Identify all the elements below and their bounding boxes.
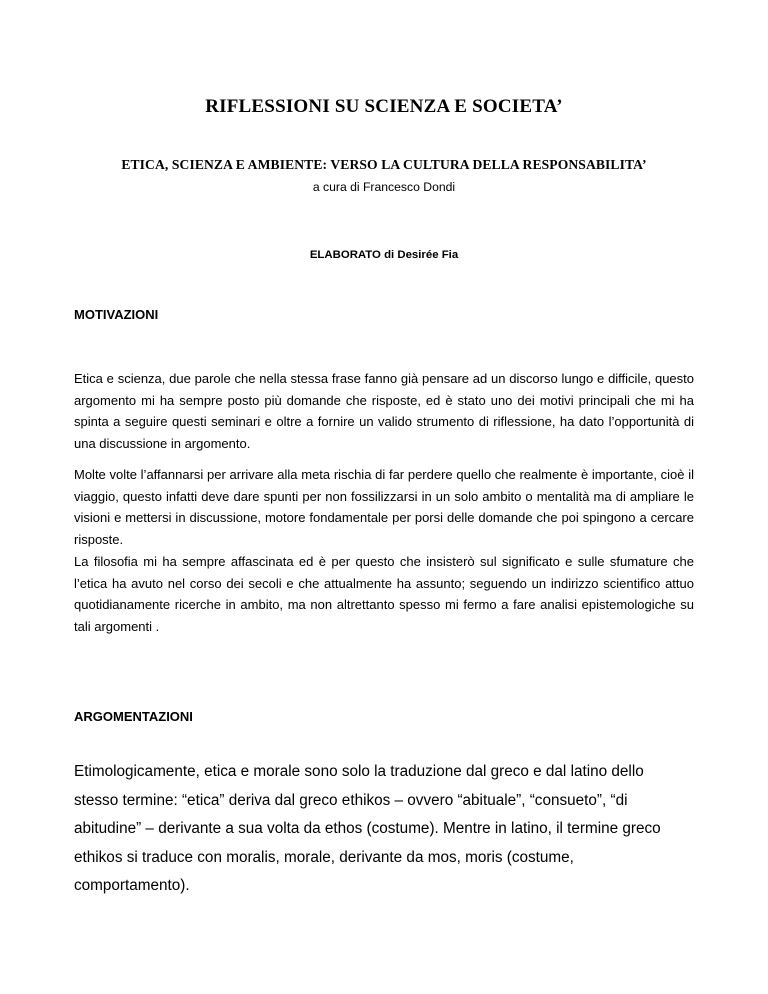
paragraph: Etica e scienza, due parole che nella stessa frase fanno già pensare ad un discorso lungo e difficile, questo argomento mi ha sempre posto più domande che risposte, ed è stato uno dei motivi principali che mi ha spinta a seguire questi seminari e oltre a fornire un valido strumento di riflessione, ha dato l’opportunità di una discussione in argomento. (74, 371, 694, 451)
paragraph: La filosofia mi ha sempre affascinata ed è per questo che insisterò sul significato e sulle sfumature che l’etica ha avuto nel corso dei secoli e che attualmente ha assunto; seguendo un indirizzo scientifico attuo quotidianamente ricerche in ambito, ma non altrettanto spesso mi fermo a fare analisi epistemologiche su tali argomenti . (74, 554, 694, 634)
curator-line: a cura di Francesco Dondi (312, 180, 456, 194)
document-subtitle: ETICA, SCIENZA E AMBIENTE: VERSO LA CULTURA DELLA RESPONSABILITA’ (121, 157, 647, 172)
paragraph: Molte volte l’affannarsi per arrivare alla meta rischia di far perdere quello che realmente è importante, cioè il viaggio, questo infatti deve dare spunti per non fossilizzarsi in un solo ambito o mentalità ma di ampliare le visioni e mettersi in discussione, motore fondamentale per porsi delle domande che poi spingono a cercare risposte. (74, 467, 694, 547)
document-title: RIFLESSIONI SU SCIENZA E SOCIETA’ (205, 96, 563, 117)
section-heading-motivazioni: MOTIVAZIONI (74, 307, 159, 322)
author-line: ELABORATO di Desirée Fia (309, 249, 459, 261)
paragraph: Etimologicamente, etica e morale sono solo la traduzione dal greco e dal latino dello stesso termine: “etica” deriva dal greco ethikos – ovvero “abituale”, “consueto”, “di abitudine” – derivante a sua volta da ethos (costume). Mentre in latino, il termine greco ethikos si traduce con moralis, morale, derivante da mos, moris (costume, comportamento). (74, 763, 661, 895)
section-heading-argomentazioni: ARGOMENTAZIONI (74, 709, 193, 724)
